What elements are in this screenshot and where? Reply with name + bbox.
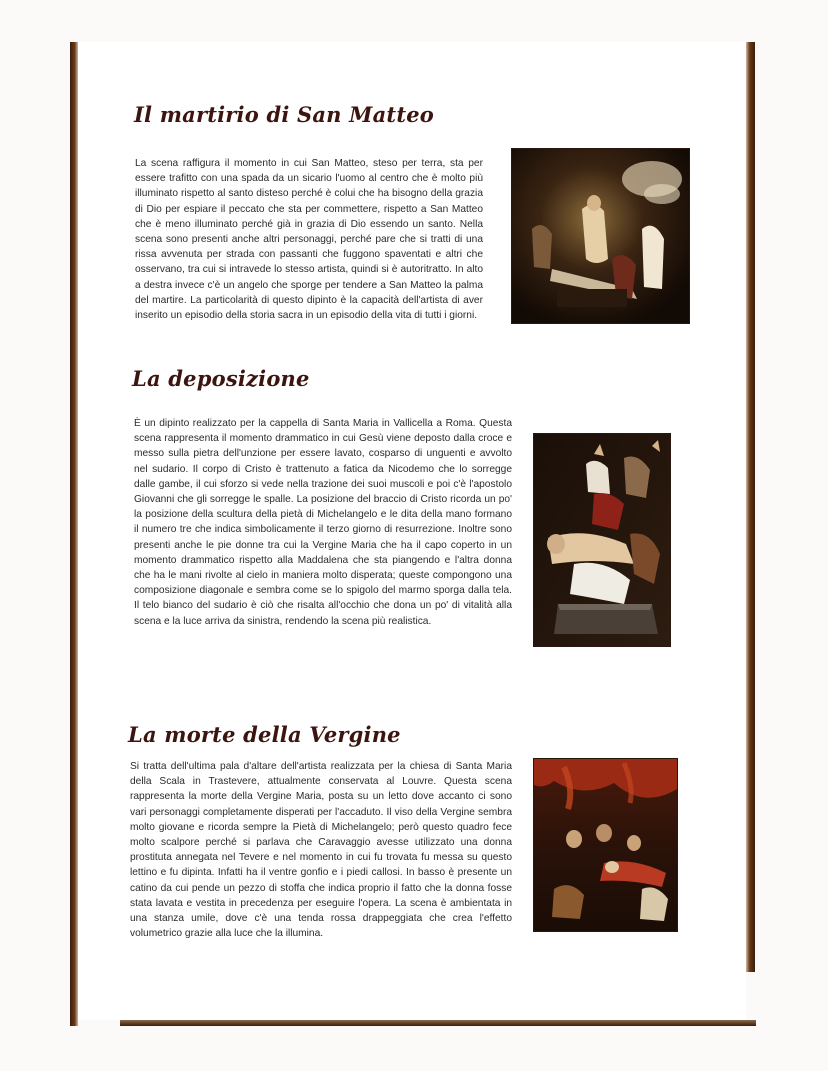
- section-title-deposizione: La deposizione: [132, 366, 310, 391]
- martyrdom-of-saint-matthew-painting: [511, 148, 690, 324]
- deposition-painting: [533, 433, 671, 647]
- section-text-deposizione: È un dipinto realizzato per la cappella di Santa Maria in Vallicella a Roma. Questa scena rappresenta il momento drammatico in cui Gesù viene deposto dalla croce e messo sulla pietra dell'unzione per essere lavato, cosparso di unguenti e avvolto nel sudario. Il corpo di Cristo è trattenuto a fatica da Nicodemo che lo sorregge dalle gambe, il cui sforzo si vede nella trazione dei suoi muscoli e poi c'è l'apostolo Giovanni che gli sorregge le spalle. La posizione del braccio di Cristo ricorda un po' la posizione della scultura della pietà di Michelangelo e le dita della mano formano il numero tre che indica simbolicamente il terzo giorno di resurrezione. Inoltre sono presenti anche le pie donne tra cui la Vergine Maria che ha il capo coperto in un momento drammatico rispetto alla Maddalena che sta piangendo e l'altra donna che ha le mani rivolte al cielo in maniera molto disperata; queste compongono una composizione diagonale e sembra come se lo spigolo del marmo sporga dalla tela. Il telo bianco del sudario è ciò che risalta all'occhio che dona un po' di vitalità alla scena e la luce arriva da sinistra, rendendo la scena più realistica.: [134, 418, 512, 627]
- section-title-morte: La morte della Vergine: [128, 722, 401, 747]
- section-text-martirio: La scena raffigura il momento in cui San Matteo, steso per terra, sta per essere trafitto con una spada da un sicario l'uomo al centro che è molto più illuminato rispetto al santo disteso perché è colui che ha bisogno della grazia di Dio per espiare il peccato che sta per commettere, rispetto a San Matteo che è meno illuminato perché già in grazia di Dio essendo un santo. Nella scena sono presenti anche altri personaggi, perché pare che si tratti di una rissa avvenuta per strada con passanti che fuggono spaventati e altri che osservano, tra cui si intravede lo stesso artista, quindi si è autoritratto. In alto a destra invece c'è un angelo che sporge per tendere a San Matteo la palma del martire. La particolarità di questo dipinto è la capacità dell'artista di aver inserito un episodio della storia sacra in un episodio della vita di tutti i giorni.: [135, 158, 483, 322]
- page-edge-bottom: [120, 1020, 756, 1026]
- death-of-the-virgin-painting: [533, 758, 678, 932]
- section-text-morte: Si tratta dell'ultima pala d'altare dell'artista realizzata per la chiesa di Santa Maria della Scala in Trastevere, attualmente conservata al Louvre. Questa scena rappresenta la morte della Vergine Maria, posta su un letto dove accanto ci sono vari personaggi completamente disperati per l'accaduto. Il viso della Vergine sembra molto giovane e ricorda sempre la Pietà di Michelangelo; però questo quadro fece molto scalpore perché si parlava che Caravaggio avesse utilizzato una donna prostituta annegata nel Tevere e nel momento in cui fu trovata fu messa su questo lettino e fu dipinta. Infatti ha il ventre gonfio e i piedi callosi. In basso è presente un catino da cui pende un pezzo di stoffa che indica proprio il fatto che la donna fosse stata lavata e vestita in precedenza per eseguire l'opera. La scena è ambientata in una stanza umile, dove c'è una tenda rossa drappeggiata che crea l'effetto volumetrico grazie alla luce che la illumina.: [130, 761, 512, 940]
- page-edge-right: [746, 42, 755, 972]
- section-title-martirio: Il martirio di San Matteo: [134, 102, 434, 127]
- page-edge-left: [70, 42, 78, 1026]
- document-page: [78, 42, 746, 1020]
